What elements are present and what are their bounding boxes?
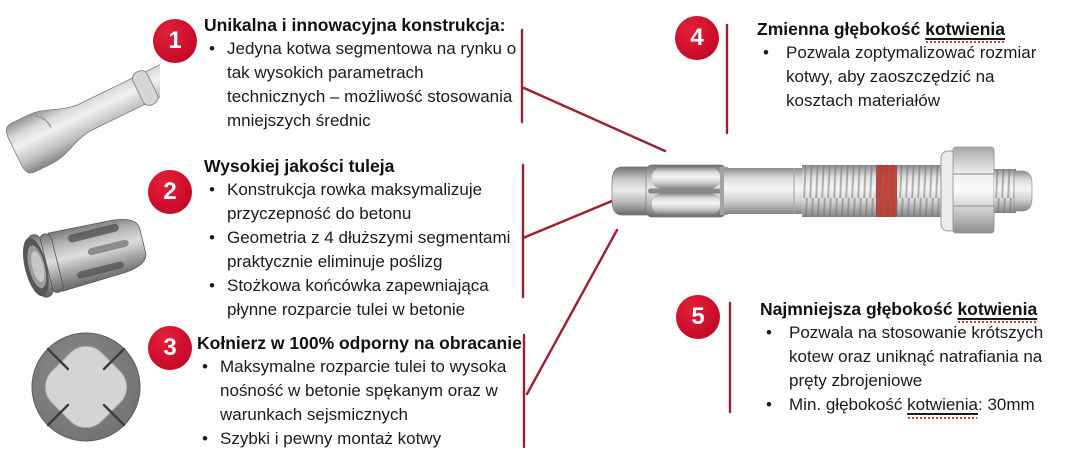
callout-1 xyxy=(204,13,524,133)
callout-2-bullet: • Konstrukcja rowka maksymalizuje przyczepność do betonu xyxy=(204,178,528,226)
callout-3 xyxy=(197,331,542,451)
callout-3-bullet: • Szybki i pewny montaż kotwy xyxy=(197,427,529,451)
underlined-word: kotwienia xyxy=(925,19,1005,39)
anchor-cone-cap xyxy=(612,167,650,215)
callout-2-bullet: • Stożkowa końcówka zapewniająca płynne rozparcie tulei w betonie xyxy=(204,274,528,322)
callout-2-number: 2 xyxy=(163,178,177,205)
callout-2-bullet: • Geometria z 4 dłuższymi segmentami praktycznie eliminuje poślizg xyxy=(204,226,528,274)
callout-3-title: Kołnierz w 100% odporny na obracanie xyxy=(197,333,522,353)
callout-2-badge xyxy=(148,170,192,214)
callout-4-bullet: • Pozwala zoptymalizować rozmiar kotwy, aby zaoszczędzić na kosztach materiałów xyxy=(757,41,1057,113)
callout-5-bullet-min-depth: • Min. głębokość kotwienia: 30mm xyxy=(760,393,1068,417)
wedge-anchor-bolt-image xyxy=(598,138,1048,246)
callout-3-number: 3 xyxy=(163,334,177,361)
callout-1-number: 1 xyxy=(168,27,182,54)
callout-1-title: Unikalna i innowacyjna konstrukcja: xyxy=(204,15,506,35)
callout-2 xyxy=(204,154,528,322)
callout-4-number: 4 xyxy=(690,24,704,51)
underlined-word: kotwienia xyxy=(957,299,1038,319)
callout-2-title: Wysokiej jakości tuleja xyxy=(204,156,395,176)
callout-3-badge xyxy=(148,326,192,370)
callout-5-bullet: • Pozwala na stosowanie krótszych kotew oraz uniknąć natrafiania na pręty zbrojeniowe xyxy=(760,321,1068,393)
callout-5 xyxy=(760,297,1068,417)
anchor-cone-tip-image xyxy=(0,52,160,180)
anti-rotation-collar-image xyxy=(20,330,152,448)
callout-5-badge xyxy=(676,295,720,339)
callout-5-title: Najmniejsza głębokość kotwienia xyxy=(760,299,1038,319)
callout-4 xyxy=(757,17,1057,113)
callout-1-bullet: • Jedyna kotwa segmentowa na rynku o tak wysokich parametrach technicznych – możliwość stosowania mniejszych średnic xyxy=(204,37,524,133)
callout-5-number: 5 xyxy=(691,303,705,330)
callout-3-bullet: • Maksymalne rozparcie tulei to wysoka nośność w betonie spękanym oraz w warunkach sejsmicznych xyxy=(197,355,529,427)
callout-4-badge xyxy=(675,16,719,60)
callout-1-badge xyxy=(153,19,197,63)
underlined-word: kotwienia xyxy=(907,393,978,417)
expansion-sleeve-image xyxy=(10,196,158,314)
callout-4-title: Zmienna głębokość kotwienia xyxy=(757,19,1005,39)
